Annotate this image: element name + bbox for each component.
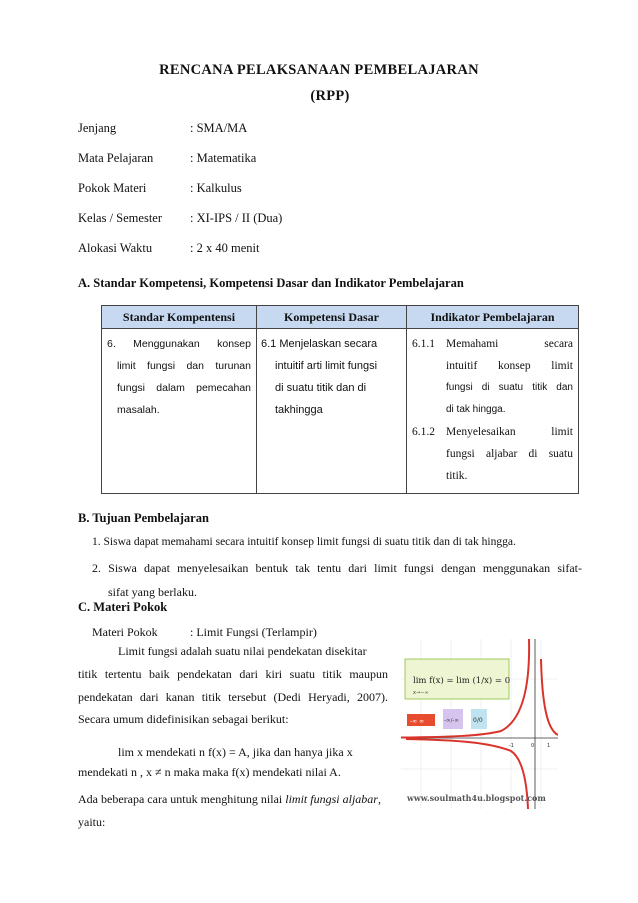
chip-text: -∞/-∞ (444, 718, 459, 724)
indicator-line: di tak hingga. (446, 404, 506, 415)
document-title: RENCANA PELAKSANAAN PEMBELAJARAN (159, 62, 479, 78)
indicator-line: titik. (446, 470, 468, 482)
info-value: : XI-IPS / II (Dua) (190, 211, 283, 225)
tick-label: 1 (547, 743, 551, 749)
indicator-number: 6.1.1 (412, 338, 435, 350)
section-a-heading: A. Standar Kompetensi, Kompetensi Dasar dan Indikator Pembelajaran (78, 276, 464, 290)
watermark-text: www.soulmath4u.blogspot.com (407, 793, 546, 803)
chip-text: -∞ ∞ (410, 718, 425, 725)
table-header: Kompetensi Dasar (257, 306, 407, 329)
standar-kompetensi-cell (102, 329, 257, 494)
info-label: Kelas / Semester (78, 211, 163, 225)
para-line: yaitu: (78, 815, 106, 829)
table-header: Standar Kompentensi (102, 306, 257, 329)
info-value: : 2 x 40 menit (190, 241, 260, 255)
cell-line: limit fungsi dan turunan (117, 360, 251, 372)
info-label: Alokasi Waktu (78, 241, 153, 255)
materi-value: : Limit Fungsi (Terlampir) (190, 625, 317, 639)
indikator-cell (407, 329, 579, 494)
info-value: : Matematika (190, 151, 257, 165)
document-subtitle: (RPP) (310, 88, 350, 104)
table-header-row (102, 306, 579, 329)
para-line: titik tertentu baik pendekatan dari kiri suatu titik maupun (78, 667, 388, 681)
materi-label: Materi Pokok (92, 625, 158, 639)
indicator-line: intuitif konsep limit (446, 360, 573, 372)
formula-text: lim f(x) = lim (1/x) = 0 (413, 676, 511, 686)
para-line: Secara umum didefinisikan sebagai berikut: (78, 712, 289, 726)
info-label: Pokok Materi (78, 181, 147, 195)
indicator-line: fungsi aljabar di suatu (446, 448, 573, 460)
para-line: Limit fungsi adalah suatu nilai pendekatan disekitar (118, 644, 367, 658)
para-text: Ada beberapa cara untuk menghitung nilai (78, 792, 286, 806)
cell-line: fungsi dalam pemecahan (117, 382, 251, 394)
info-label: Jenjang (78, 121, 117, 135)
indicator-line: Memahami secara (446, 338, 573, 350)
section-b-heading: B. Tujuan Pembelajaran (78, 511, 209, 525)
kompetensi-dasar-cell (257, 329, 407, 494)
tujuan-item-continuation: sifat yang berlaku. (108, 585, 197, 599)
cell-line: takhingga (275, 404, 323, 416)
tick-label: 0 (531, 743, 535, 749)
indicator-line: fungsi di suatu titik dan (446, 382, 573, 393)
para-line (78, 792, 381, 807)
info-value: : SMA/MA (190, 121, 248, 135)
indicator-line: Menyelesaikan limit (446, 426, 573, 438)
info-value: : Kalkulus (190, 181, 242, 195)
para-text: , (377, 792, 381, 806)
definition-line: mendekati n , x ≠ n maka maka f(x) mendekati nilai A. (78, 765, 341, 779)
indicator-item (412, 421, 573, 487)
cell-line: di suatu titik dan di (275, 382, 367, 394)
table-row (102, 329, 579, 494)
table-header: Indikator Pembelajaran (407, 306, 579, 329)
formula-subscript: x→−∞ (413, 690, 429, 696)
indicator-number: 6.1.2 (412, 426, 435, 438)
definition-line: lim x mendekati n f(x) = A, jika dan hanya jika x (118, 745, 353, 759)
tick-label: -1 (509, 743, 514, 749)
para-line: pendekatan dari kanan titik tersebut (Dedi Heryadi, 2007). (78, 690, 388, 704)
section-c-heading: C. Materi Pokok (78, 600, 168, 614)
competency-table (101, 305, 579, 494)
chip-text: 0/0 (473, 717, 483, 724)
cell-line: 6. Menggunakan konsep (107, 338, 251, 350)
indicator-item (412, 333, 573, 421)
cell-line: intuitif arti limit fungsi (275, 360, 378, 372)
info-label: Mata Pelajaran (78, 151, 154, 165)
cell-line: 6.1 Menjelaskan secara (261, 338, 378, 350)
limit-graph-figure (401, 639, 558, 809)
cell-line: masalah. (117, 404, 160, 416)
tujuan-item: 1. Siswa dapat memahami secara intuitif konsep limit fungsi di suatu titik dan di tak hingga. (92, 536, 516, 548)
para-italic: limit fungsi aljabar (285, 792, 378, 806)
tujuan-item: 2. Siswa dapat menyelesaikan bentuk tak tentu dari limit fungsi dengan menggunakan sifat- (92, 561, 582, 575)
